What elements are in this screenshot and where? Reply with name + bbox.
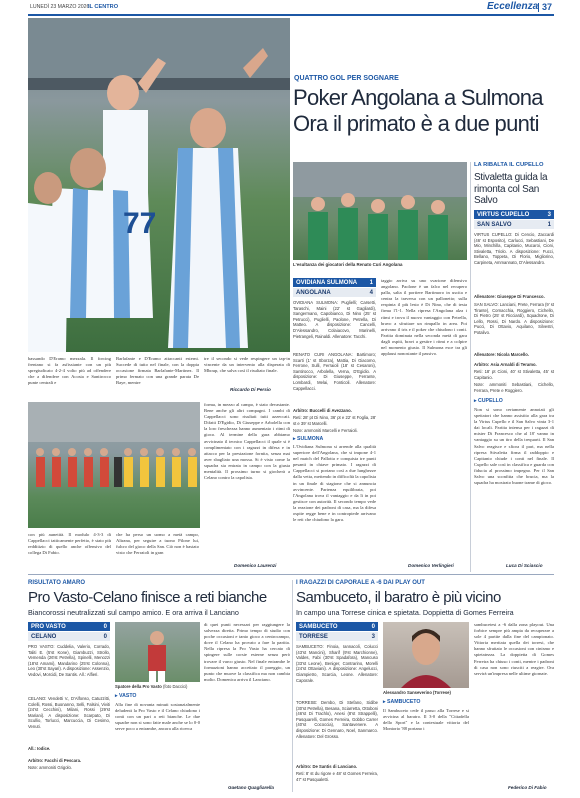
- body-col-c: forma, in mezzo al campo, è stato devastante. Bene anche gli altri compagni. I cambi di Cappellacci sono risultati tutti azzeccati. Difatti D'Egidio, Di Giuseppe e Arbolella con la loro freschezza hanno aumentato i ritmi di gioco. Al termine della gara abbiamo avvicinato il tecnico Cappellacci il quale si è complimentato con i ragazzi in difesa e in attacco per la prestazione fornita, senza mai aver sbagliato una mossa. Si è visto come la squadra sia entrata in campo con la giusta mentalità. Il prossimo turno si giocherà a Celano contro la capolista.: [204, 402, 290, 481]
- bl-body2: di quei punti necessari per raggiungere la salvezza diretta. Primo tempo di studio con poche occasioni e tanto gioco a centrocampo, dove il Celano ha provato a fare la partita. Nella ripresa la Pro Vasto ha cercato di spingere sulle corsie esterne senza però trovare il varco giusto. Nel finale entrambe le formazioni hanno accettato il pareggio, un punto che muove la classifica ma non cambia molto. Domenica arriva il Lanciano.: [204, 622, 290, 682]
- body-col-b: che ha perso un uomo a metà campo, Altrana, per seguire a tuono Pilone lui, fulcro del gioco della San. Ciò non è bastato visto che Ferraioli in gran: [116, 532, 199, 556]
- team-score: 3: [371, 633, 375, 640]
- sidebar-title: Stivaletta guida la rimonta col San Salvo: [474, 172, 548, 206]
- header-rule: [28, 14, 554, 16]
- score-ovidiana: [293, 278, 376, 287]
- team-name: ANGOLANA: [296, 289, 331, 296]
- cupello-dateline: ▸ CUPELLO: [474, 398, 503, 404]
- team-score: 3: [547, 211, 551, 218]
- header-page-number: 37: [542, 1, 553, 12]
- photo-lineup-teams: [28, 402, 200, 528]
- team-name: SAN SALVO: [477, 221, 512, 228]
- lead-body-col3: tre il secondo si vede respingere un tap-in vincente da un intervento alla disperata di Mboup, che salva così il risultato finale.: [204, 356, 290, 374]
- br-subtitle: In campo una Torrese cinica e spietata. Doppietta di Gomes Ferreira: [296, 608, 514, 617]
- br-lineup2: TORRESE: Dembo, Di Stefano, Sidibe (30'st Petrella), Besana, Sciarretta, Ottoboni (46'st Di Trachlo), Anesi (8'st Strappelli), Pasquarelli, Gomes Ferreira, Gobbo Carrer (40'st Cococcia), Santavenere. A disposizione: Di Gennaro, Noel, Sanmarco. Allenatore: Del Grosso.: [296, 700, 378, 739]
- bottom-divider: [292, 580, 293, 792]
- main-body-col3: L'Ovidiana Sulmona si arrende alla qualità superiore dell'Angolana, che si impone 4-1 nel match del Pallotta e conquista tre punti pesanti in chiave primato. I ragazzi di Cappellacci si portano così a due lunghezze dalla vetta, mettendo in difficoltà la capolista in un finale di stagione che si annuncia avvincente. Partenza equilibrata, poi l'Angolana trova il vantaggio e da lì in poi gestisce con autorità. Il secondo tempo vede la reazione dei padroni di casa, ma la difesa ospite regge bene e in contropiede arrivano le reti che chiudono la gara.: [293, 444, 376, 523]
- header-section: Eccellenza: [487, 1, 539, 12]
- team-score: 0: [103, 623, 107, 630]
- photo-team-celebration: [293, 162, 467, 260]
- bl-body1: Alla fine di novanta minuti sostanzialmente deludenti la Pro Vasto e il Celano chiudono i conti con un pari a reti bianche. Le due squadre non si sono fatte male anche se lo 0-0 serve poco a entrambe, ancora alla ricerca: [115, 702, 200, 732]
- bl-subtitle: Biancorossi neutralizzati sul campo amico. E ora arriva il Lanciano: [28, 608, 239, 617]
- br-referee: Arbitro: De Santis di Lanciano.: [296, 764, 358, 769]
- main-body-col4: taggio arriva su uno svarione difensivo angolano. Paolone è un falco nel recupero palla, salta il portiere Bartimoro in uscita e centra la traversa con un pallonetto; sulla respinta il più lesto è Di Nino, che di testa firma l'1-1. Nella ripresa l'Angolana alza i ritmi e trova il nuovo vantaggio con Petrella, bravo a sfruttare un rimpallo in area. Poi arrivano il tris e il poker che chiudono i conti. Partita dominata nella seconda metà di gara dagli ospiti, bravi a gestire i ritmi e a colpire nel momento giusto. Il Sulmona esce tra gli applausi nonostante il passivo.: [381, 278, 467, 357]
- br-author: Federico Di Fabio: [508, 785, 547, 790]
- br-body-mid: Il Sambuceto cede il passo alla Torrese e si avvicina al baratro. Il 3-0 della "Cittadella dello Sport" e la contestuale vittoria del Montorio '88 portano i: [383, 708, 469, 732]
- team-name: VIRTUS CUPELLO: [477, 211, 530, 218]
- main-title-line2: Ora il primato è a due punti: [293, 111, 539, 136]
- sidebar-divider: [470, 162, 471, 572]
- bl-referee: Arbitro: Facchi di Pescara.: [28, 758, 82, 763]
- author-col4: Domenico Verlingieri: [408, 563, 454, 568]
- sidebar-coach2: Allenatore: Nicola Marcello.: [474, 352, 529, 357]
- author-lead: Riccardo Di Persio: [230, 387, 271, 392]
- main-kicker: QUATTRO GOL PER SOGNARE: [294, 75, 399, 82]
- bl-author: Gaetano Quagliarella: [228, 785, 274, 790]
- br-photo-caption: Alessandro Sanseverino (Torrese): [383, 690, 451, 695]
- score-celano: [28, 632, 110, 641]
- body-col-a: con più aunetità. Il modulo 4-3-3 di Cappellacci tatticamente perfetto, è stato più redditizio di quello anche offensivo del collega Di Fabio.: [28, 532, 111, 556]
- bl-coach2: All.: Iodice.: [28, 746, 51, 751]
- lead-photo-celebration: [28, 18, 290, 352]
- author-col-c: Domenico Laurenzi: [234, 563, 277, 568]
- sidebar-goals: Reti: 18' pt Cioni, 40' st Stivaletta, 45' st Capitanio.: [474, 369, 554, 380]
- score-sansalvo: [474, 220, 554, 229]
- team-score: 0: [103, 633, 107, 640]
- jersey-number: 77: [123, 207, 157, 240]
- score-torrese: [296, 632, 378, 641]
- score-cupello: [474, 210, 554, 219]
- sidebar-notes: Note: ammoniti Sebastiani, Cichello, Ferrara, Prete e Roggiero.: [474, 382, 554, 393]
- br-body-right: sambucetesi a -6 dalla zona playout. Una forbice sempre più ampia da recuperare a sole 4 partite dalla fine del campionato. Vittoria meritata quella dei torresi, che hanno sfruttato le occasioni con cinismo e spietatezza. La doppietta di Gomes Ferreira ha chiuso i conti, mentre i padroni di casa non sono riusciti a reagire. Ora servirà un'impresa nelle ultime giornate.: [474, 622, 554, 676]
- sidebar-referee: Arbitro: Asia Arnaldi di Teramo.: [474, 362, 537, 367]
- br-goals: Reti: 8' st du rigore e 48' st Gomes Ferreira, 47' st Pasqualetti.: [296, 771, 378, 782]
- score-angolana: [293, 288, 376, 297]
- vasto-dateline: ▸ VASTO: [115, 693, 137, 699]
- sidebar-kicker: LA RIBALTA IL CUPELLO: [474, 162, 544, 168]
- lead-body-col1: bassando D'Eramo mezzala. Il forcing frentano si fa asfissiante con un più spregiudicato 4-2-4 volto più ad offendere che a difendere con Acosta e Santirocco punte centrali e: [28, 356, 111, 386]
- score-sambuceto: [296, 622, 378, 631]
- bl-lineup2: CELANO: Vendetti V., D'Alfonso, Catuzzitti, Colelli, Rossi, Buonanno, Selli, Falsini, Viviti (24'st Cecchini), Milani, Rossi (29'st Mariani). A disposizione: Scarpato, Di Scullio, Torlucci, Marcuccia, Di Cesimo, Venuti.: [28, 696, 110, 729]
- photo-sanseverino: [383, 622, 469, 688]
- br-title: Sambuceto, il baratro è più vicino: [296, 589, 501, 606]
- photo-spatore: [115, 622, 200, 682]
- lineup-ovidiana: OVIDIANA SULMONA: Puglielli; Carsetti, Taraschi, Maini (22' st Gagliardi), Sangermano, Capobianco, Di Nino (25' st Petrucci), Puglielli, Paolone, Petrella, Di Matteo. A disposizione: Cancelli, D'Alessandro, Colaiacovo, Marinelli, Pietrangeli, Rainaldi. Allenatore: Tacchi.: [293, 300, 376, 339]
- br-lineup1: SAMBUCETO: Finoia, Iannacoli, Colucci (43'st Mancini), Sharif (9'st Marchionne), Valdes, Fabi (30'st Spadafora), Mancuso (33'st Leone), Beniger, Contrarino, Morelli (24'st Ottaviani). A disposizione: Angelucci, Giampietro, Scarcia, Leone. Allenatore: Caporale.: [296, 644, 378, 683]
- page-header: [0, 0, 580, 14]
- bl-notes: Note: ammoniti Grigolo.: [28, 765, 72, 770]
- team-score: 1: [369, 279, 373, 286]
- goals-ovidiana: Reti: 28' pt Di Nino, 36' pt e 22' st Foglia, 28' st e 39' st Marcelli.: [293, 415, 376, 426]
- referee-ovidiana: Arbitro: Buccelli di Avezzano.: [293, 408, 352, 413]
- bl-photo-caption: Spatore della Pro Vasto (foto Daccici): [115, 684, 188, 689]
- photo-team-caption: L'esultanza dei giocatori della Renato Curi Angolana: [293, 262, 403, 267]
- bl-title: Pro Vasto-Celano finisce a reti bianche: [28, 589, 267, 606]
- sambuceto-dateline: ▸ SAMBUCETO: [383, 699, 421, 705]
- header-date: LUNEDÌ 23 MARZO 2026: [30, 4, 90, 10]
- lead-body-col2: Barlafante e D'Eramo attaccanti esterni. Succede di tutto nel finale, con la doppia occasione firmata Barlafante-Martinez. Il primo fermato con una grande parata De Baye, mentre: [116, 356, 199, 386]
- bl-lineup1: PRO VASTO: Cuddelia, Valerio, Corrado, Taliti E. (5'st Kone), Giambuzzi, Strollo, Vemenda (26'st Petrella), Spinelli, Menozzi (18'st Amami), Mandarino (25'st Colonna), Leo (30'st Sayari). A disposizione: Assenzio, Vedovi, Morcidi, De Santis. All.: Alfieri.: [28, 644, 110, 677]
- lineup-angolana: RENATO CURI ANGOLANA: Bartimoro; Scarti (1' st Sborza), Mattia, Di Giacomo, Ferrone, Sulli, Ferraioli (18' st Cesaroni), Santirocco, Arbolella, Verna, D'Egidio. A disposizione: Di Giuseppe, Ferrante, Lombardi, Melai, Fonticoli. Allenatore: Cappellacci.: [293, 352, 376, 391]
- main-title-line1: Poker Angolana a Sulmona: [293, 85, 543, 110]
- sulmona-dateline: ▸ SULMONA: [293, 436, 324, 442]
- team-score: 0: [371, 623, 375, 630]
- sidebar-lineup1: VIRTUS CUPELLO: Di Cencio, Zaccardi (46' st Esposito), Carlucci, Sebastiani, De Mio, Minchilla, Capitanio, Mucaroi, Cioni, Stivaletta, Triolo. A disposizione: Fucci, Bellano, Toppeta, Di Florio, Migliorino, Carpineta, Ammannato, D'Alessandro.: [474, 232, 554, 265]
- team-name: PRO VASTO: [31, 623, 66, 630]
- team-score: 1: [547, 221, 551, 228]
- team-name: CELANO: [31, 633, 57, 640]
- team-score: 4: [369, 289, 373, 296]
- team-name: OVIDIANA SULMONA: [296, 279, 358, 286]
- header-paper: IL CENTRO: [88, 3, 119, 10]
- team-name: SAMBUCETO: [299, 623, 338, 630]
- sidebar-lineup2: SAN SALVO: Lanciani, Prete, Ferrara (9' st Tirante), Cornacchia, Roggiero, Cichello, Di Pietro (25' st Ricciardi), Squadrone, Di Lello, Rossi, Di Nardo. A disposizione: Pucci, Di Ottavio, Aquilano, Silvestri, Potalivo.: [474, 302, 554, 335]
- bottom-separator: [28, 574, 554, 575]
- sidebar-body: Non si sono certamente annoiati gli spettatori che hanno assistito alla gara tra la Virtus Cupello e il San Salvo vinta 3-1 dai locali. Partita intensa per i ragazzi di mister Di Francesco che al 18' vanno in vantaggio su un tiro della trequarti. Il San Salvo reagisce e sfiora il pari, ma nella ripresa Stivaletta firma il raddoppio e Capitanio chiude i conti nel finale. Il Cupello sale così in classifica e guarda con fiducia al prossimo impegno. Per il San Salvo una sconfitta che brucia, ma la squadra ha mostrato buone trame di gioco.: [474, 407, 554, 486]
- sidebar-author: Luca Di Sciascio: [506, 563, 543, 568]
- header-separator: [538, 3, 539, 12]
- team-name: TORRESE: [299, 633, 328, 640]
- notes-ovidiana: Note: ammoniti Marcelli e Ferraioli.: [293, 428, 358, 433]
- sidebar-coach1: Allenatore: Giuseppe Di Francesco.: [474, 294, 545, 299]
- bl-kicker: RISULTATO AMARO: [28, 580, 85, 586]
- br-kicker: I RAGAZZI DI CAPORALE A -6 DAI PLAY OUT: [296, 580, 425, 586]
- score-provasto: [28, 622, 110, 631]
